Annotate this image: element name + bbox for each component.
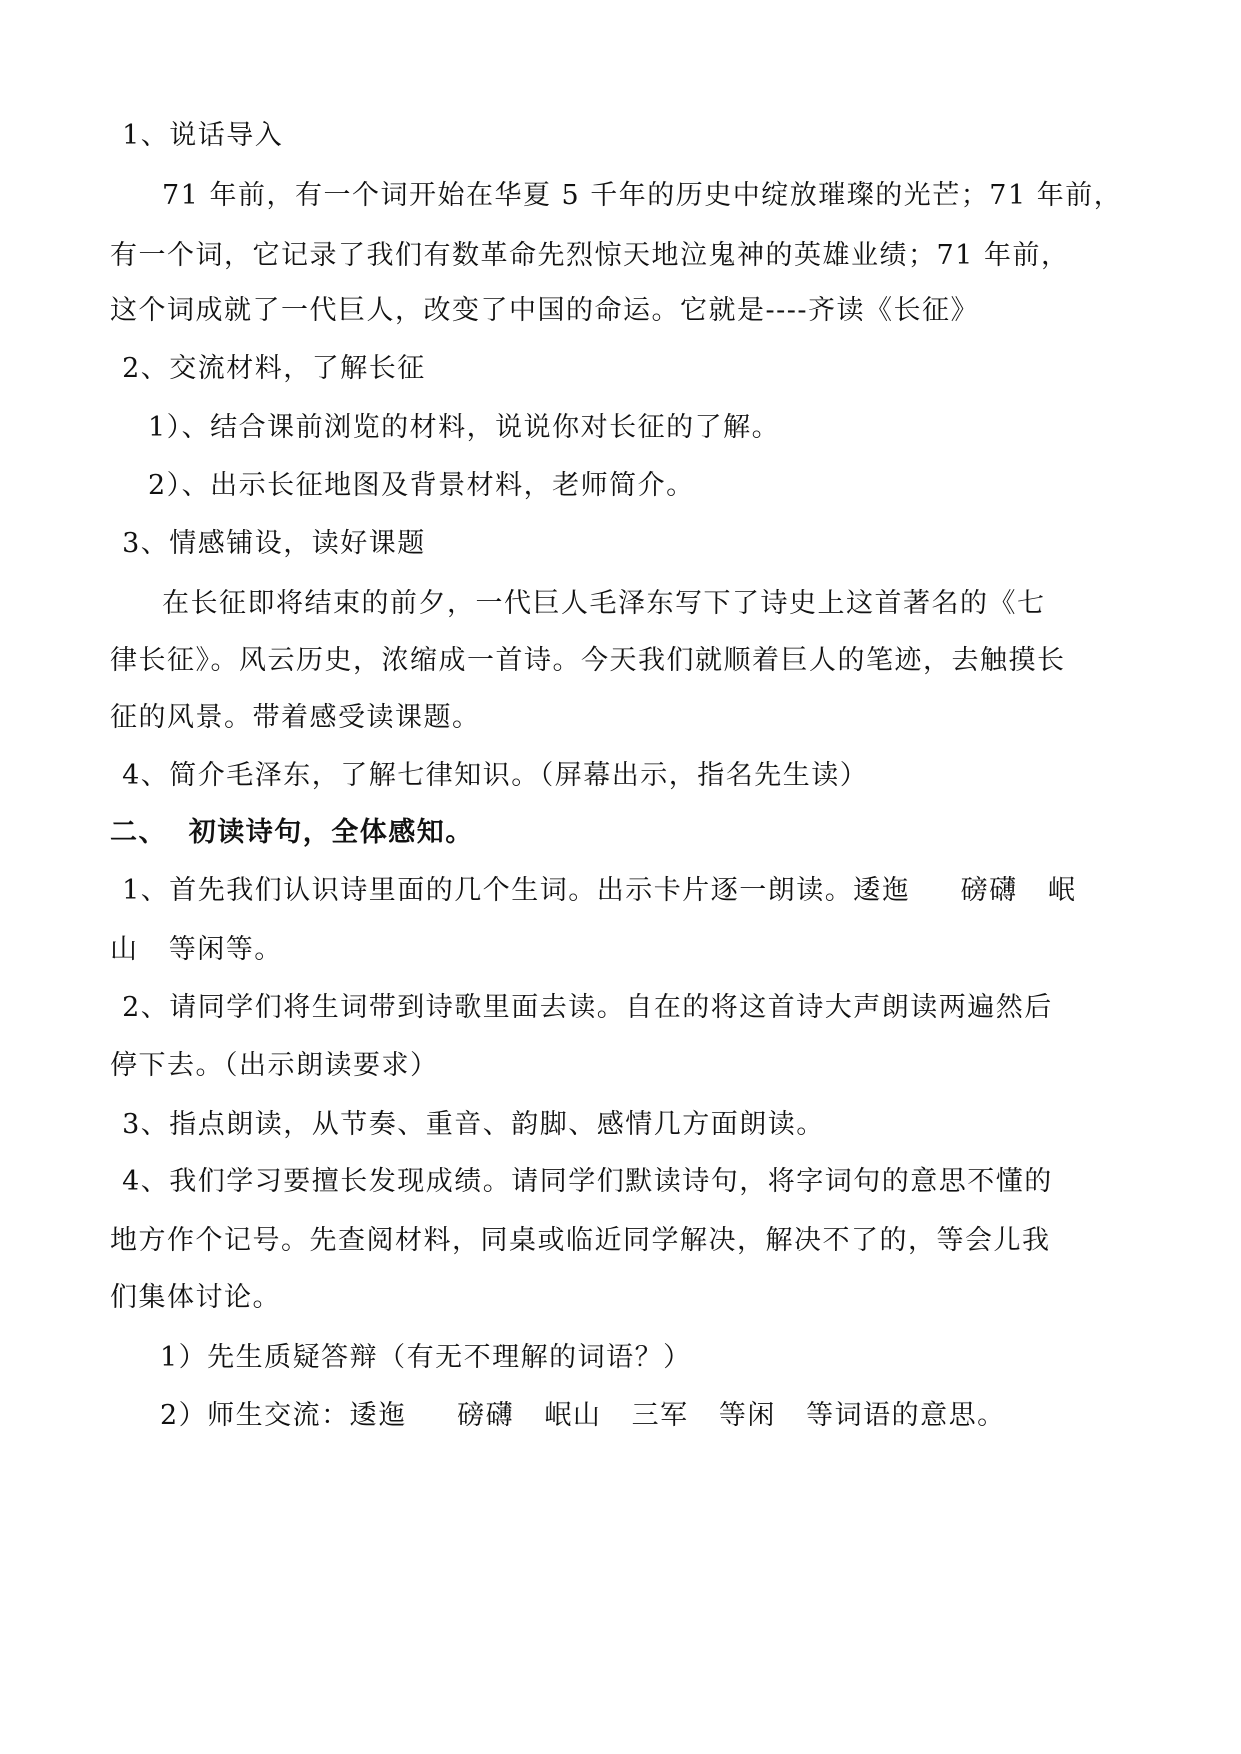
paragraph-line: 在长征即将结束的前夕，一代巨人毛泽东写下了诗史上这首著名的《七 xyxy=(162,588,1046,619)
list-item: 3、指点朗读，从节奏、重音、韵脚、感情几方面朗读。 xyxy=(112,1109,825,1140)
sub-item: 2）师生交流：逶迤 磅礴 岷山 三军 等闲 等词语的意思。 xyxy=(160,1400,1006,1431)
paragraph-line: 山 等闲等。 xyxy=(110,934,283,965)
list-item: 4、我们学习要擅长发现成绩。请同学们默读诗句，将字词句的意思不懂的 xyxy=(112,1166,1053,1197)
list-item: 1）、结合课前浏览的材料，说说你对长征的了解。 xyxy=(148,412,781,443)
paragraph-line: 停下去。（出示朗读要求） xyxy=(110,1050,439,1081)
section-1-heading: 1、说话导入 xyxy=(112,120,284,151)
part-two-heading: 二、 初读诗句，全体感知。 xyxy=(110,817,474,848)
paragraph-line: 们集体讨论。 xyxy=(110,1282,281,1313)
section-2-heading: 2、交流材料，了解长征 xyxy=(112,353,426,384)
paragraph-line: 这个词成就了一代巨人，改变了中国的命运。它就是----齐读《长征》 xyxy=(110,295,979,326)
paragraph-line: 征的风景。带着感受读课题。 xyxy=(110,702,481,733)
list-item: 2）、出示长征地图及背景材料，老师简介。 xyxy=(148,470,695,501)
paragraph-line: 律长征》。风云历史，浓缩成一首诗。今天我们就顺着巨人的笔迹，去触摸长 xyxy=(110,645,1066,676)
list-item: 1、首先我们认识诗里面的几个生词。出示卡片逐一朗读。逶迤 磅礴 岷 xyxy=(112,875,1077,906)
list-item: 2、请同学们将生词带到诗歌里面去读。自在的将这首诗大声朗读两遍然后 xyxy=(112,992,1053,1023)
paragraph-line: 71 年前，有一个词开始在华夏 5 千年的历史中绽放璀璨的光芒；71 年前， xyxy=(162,180,1123,211)
paragraph-line: 有一个词，它记录了我们有数革命先烈惊天地泣鬼神的英雄业绩；71 年前， xyxy=(110,240,1070,271)
sub-item: 1）先生质疑答辩（有无不理解的词语？） xyxy=(160,1342,692,1373)
paragraph-line: 地方作个记号。先查阅材料，同桌或临近同学解决，解决不了的，等会儿我 xyxy=(110,1225,1051,1256)
section-3-heading: 3、情感铺设，读好课题 xyxy=(112,528,426,559)
section-4-heading: 4、简介毛泽东，了解七律知识。（屏幕出示，指名先生读） xyxy=(112,760,869,791)
